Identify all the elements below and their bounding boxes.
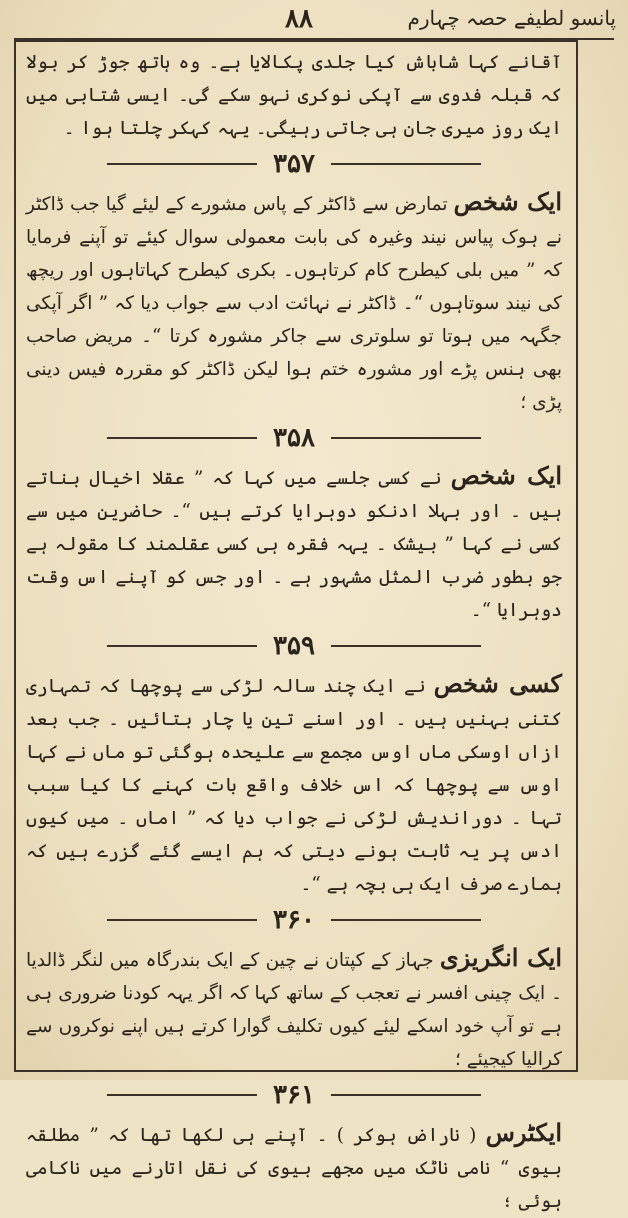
entry-lead-word: ایک شخص [450,461,562,490]
entry-number: ۳۵۷ [273,149,315,179]
divider-rule [331,1094,481,1096]
running-head: پانسو لطیفے حصہ چہارم [407,6,616,30]
entry-text: تمارض سے ڈاکٹر کے پاس مشورے کے لیئے گیا جب ڈاکٹر نے ہوک پیاس نیند وغیرہ کی بابت معمولی سوال کیئے تو آپنے فرمایا کہ ” میں بلی کیطرح کام کرتاہوں۔ بکری کیطرح کہاتاہوں اور ریچھ کی نیند سوتاہوں “۔ ڈاکٹر نے نہائت ادب سے جواب دیا کہ ” اگر آپکی جگہہ میں ہوتا تو سلوتری سے جاکر مشورہ کرتا “۔ مریض صاحب بھی ہنس پڑے اور مشورہ ختم ہوا لیکن ڈاکٹر کو مقررہ فیس دینی پڑی ؛ [26,194,562,413]
entry-number: ۳۵۸ [273,423,315,453]
divider-rule [331,163,481,165]
entry-number: ۳۶۱ [273,1080,315,1110]
entry-divider [26,423,562,453]
entry-lead-word: ایک انگریزی [439,943,563,972]
entry-text: نے ایک چند سالہ لڑکی سے پوچھا کہ تمہاری کتنی بہنیں ہیں ۔ اور اسنے تین یا چار بتائیں ۔ جب بعد ازاں اوسکی ماں اوس مجمع سے علیحدہ ہوگئی تو ماں نے کہا اوس سے پوچھا کہ اس خلاف واقع بات کہنے کا کیا سبب تہا ۔ دوراندیش لڑکی نے جواب دیا کہ ” اماں ۔ میں کیوں ادس پر یہ ثابت ہونے دیتی کہ ہم ایسے گئے گزرے ہیں کہ ہمارے صرف ایک ہی بچہ ہے “۔ [26,676,562,895]
entry-number: ۳۵۹ [273,631,315,661]
entry-paragraph [26,667,562,901]
entry-divider [26,149,562,179]
entry-text: ( ناراض ہوکر ) ۔ آپنے ہی لکھا تھا کہ ” مطلقہ بیوی “ نامی ناٹک میں مجھے بیوی کی نقل اتارنے میں ناکامی ہوئی ؛ [26,1125,562,1212]
entry-text: نے کسی جلسے میں کہا کہ ” عقلا اخیال بناتے ہیں ۔ اور بہلا ادنکو دوہرایا کرتے ہیں “۔ حاضرین میں سے کسی نے کہا ” بیشک ۔ یہہ فقرہ ہی کسی عقلمند کا مقولہ ہے جو بطور ضرب المثل مشہور ہے ۔ اور جس کو آپنے اس وقت دوہرایا “۔ [26,468,562,621]
divider-rule [331,437,481,439]
entry-paragraph [26,941,562,1076]
page-content [26,46,562,1218]
entry-lead-word: ایک شخص [453,187,562,216]
entry-divider [26,631,562,661]
divider-rule [331,645,481,647]
entry-paragraph [26,1116,562,1218]
entry-continuation-text [26,46,562,145]
entry-paragraph [26,185,562,419]
divider-rule [107,919,257,921]
entry-paragraph [26,459,562,627]
entry-lead-word: کسی شخص [433,669,562,698]
page-number: ۸۸ [285,4,313,34]
entry-lead-word: ایکٹرس [485,1118,562,1147]
entry-number: ۳۶۰ [273,905,315,935]
divider-rule [107,1094,257,1096]
divider-rule [331,919,481,921]
divider-rule [107,437,257,439]
entry-text: آقانے کہا شاباش کیا جلدی پکالایا ہے۔ وہ ہاتھ جوڑ کر بولا کہ قبلہ فدوی سے آپکی نوکری نہو سکے گی۔ ایسی شتابی میں ایک روز میری جان ہی جاتی رہیگی۔ یہہ کہکر چلتا ہوا ۔ [26,52,562,139]
entry-text: جہاز کے کپتان نے چین کے ایک بندرگاہ میں لنگر ڈالدیا ۔ ایک چینی افسر نے تعجب کے ساتھ کہا کہ اگر یہہ کودنا ضروری ہی ہے تو آپ خود اسکے لیئے کیوں تکلیف گوارا کرتے ہیں اپنے نوکروں سے کرالیا کیجیئے ؛ [26,950,562,1070]
divider-rule [107,163,257,165]
entry-divider [26,905,562,935]
entry-divider [26,1080,562,1110]
divider-rule [107,645,257,647]
